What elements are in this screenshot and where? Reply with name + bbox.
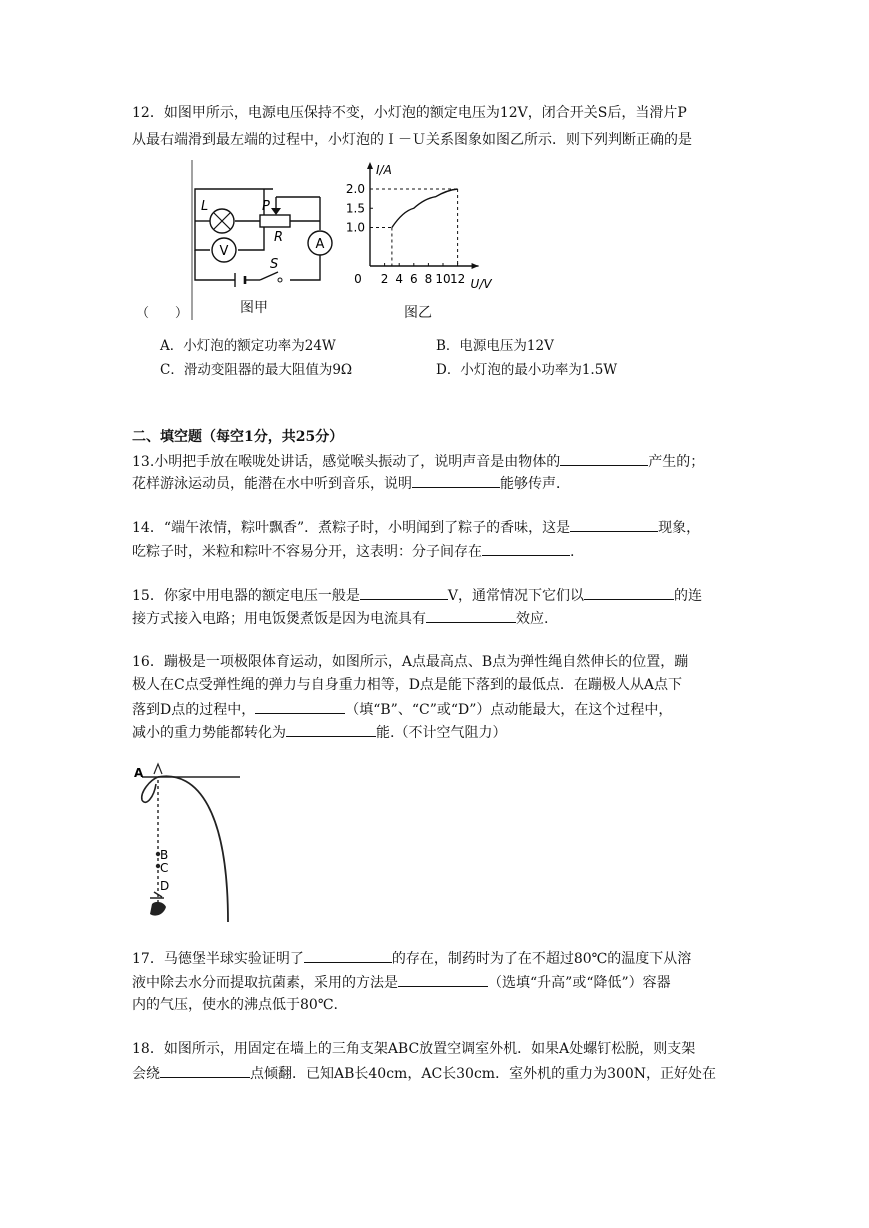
x-tick-label: 0: [354, 272, 362, 286]
q15-line-1: [132, 584, 702, 606]
option-c: C．滑动变阻器的最大阻值为9Ω: [160, 362, 353, 378]
q15-text-c: 的连: [673, 588, 702, 604]
q16-text-a: 落到D点的过程中，: [132, 702, 256, 718]
x-tick-label: 10: [435, 272, 451, 286]
q14-text-b: 现象，: [658, 520, 701, 536]
q15-blank-1[interactable]: [360, 584, 448, 600]
fig-a-caption: 图甲: [240, 300, 268, 316]
bungee-figure: [128, 752, 243, 924]
q13-text-c: 花样游泳运动员，能潜在水中听到音乐，说明: [132, 476, 412, 492]
q17-blank-1[interactable]: [304, 947, 392, 963]
point-a-label: A: [134, 766, 144, 780]
ammeter-label: A: [315, 237, 325, 252]
q17-line-3: 内的气压，使水的沸点低于80℃.: [132, 997, 338, 1013]
q18-blank-1[interactable]: [160, 1062, 250, 1078]
q13-text-b: 产生的；: [648, 454, 705, 470]
iu-curve: [392, 189, 458, 228]
y-axis-label: I/A: [376, 163, 392, 177]
option-b: B．电源电压为12V: [436, 338, 554, 354]
q13-text-d: 能够传声．: [500, 476, 570, 492]
q14-text-c: 吃粽子时，米粒和粽叶不容易分开，这表明：分子间存在: [132, 544, 482, 560]
q17-blank-2[interactable]: [398, 971, 488, 987]
q18-text-b: 点倾翻．已知AB长40cm，AC长30cm．室外机的重力为300N，正好处在: [250, 1066, 717, 1082]
option-d: D．小灯泡的最小功率为1.5W: [436, 362, 618, 378]
q13-text-a: 13.小明把手放在喉咙处讲话，感觉喉头振动了，说明声音是由物体的: [132, 454, 561, 470]
iu-graph: [340, 158, 530, 293]
section-title: 二、填空题（每空1分，共25分）: [132, 429, 344, 445]
point-c-label: C: [160, 861, 169, 875]
q14-text-a: 14．“端午浓情，粽叶飘香”．煮粽子时，小明闻到了粽子的香味，这是: [132, 520, 571, 536]
q14-blank-1[interactable]: [570, 516, 658, 532]
q15-text-d: 接方式接入电路；用电饭煲煮饭是因为电流具有: [132, 611, 426, 627]
q13-blank-2[interactable]: [412, 472, 500, 488]
q16-text-b: （填“B”、“C”或“D”）点动能最大，在这个过程中，: [345, 702, 673, 718]
q17-text-d: （选填“升高”或“降低”）容器: [488, 975, 671, 991]
x-tick-label: 2: [380, 272, 389, 286]
x-axis-label: U/V: [470, 277, 492, 291]
q17-text-c: 液中除去水分而提取抗菌素，采用的方法是: [132, 975, 398, 991]
answer-paren: （ ）: [136, 306, 189, 321]
point-b-label: B: [160, 848, 169, 862]
q14-line-1: [132, 516, 700, 538]
lamp-label: L: [201, 199, 209, 214]
y-tick-label: 1.0: [345, 220, 365, 235]
point-d-label: D: [160, 879, 170, 893]
q17-text-a: 17．马德堡半球实验证明了: [132, 951, 304, 967]
voltmeter-label: V: [219, 244, 229, 259]
x-axis-arrow: [472, 263, 479, 269]
rheostat-label: R: [274, 230, 284, 245]
option-a: A．小灯泡的额定功率为24W: [160, 338, 336, 354]
q13-line-2: [132, 472, 570, 494]
q14-text-d: .: [570, 544, 575, 560]
q16-text-c: 减小的重力势能都转化为: [132, 725, 286, 741]
x-tick-label: 12: [449, 272, 466, 286]
q17-line-1: [132, 947, 691, 969]
q15-blank-2[interactable]: [584, 584, 674, 600]
y-tick-label: 1.5: [345, 201, 365, 216]
x-tick-label: 4: [395, 272, 404, 286]
q16-line-4: [132, 721, 506, 743]
x-tick-label: 6: [409, 272, 418, 286]
q16-line-1: 16．蹦极是一项极限体育运动，如图所示，A点最高点、B点为弹性绳自然伸长的位置，蹦: [132, 654, 689, 670]
q15-blank-3[interactable]: [426, 607, 516, 623]
q16-line-3: [132, 698, 672, 720]
q16-blank-2[interactable]: [286, 721, 376, 737]
fig-b-caption: 图乙: [404, 305, 432, 321]
y-axis-arrow: [367, 162, 373, 169]
q13-blank-1[interactable]: [560, 450, 648, 466]
switch-label: S: [270, 257, 279, 272]
q16-line-2: 极人在C点受弹性绳的弹力与自身重力相等，D点是能下落到的最低点．在蹦极人从A点下: [132, 677, 683, 693]
q17-text-b: 的存在，制药时为了在不超过80℃的温度下从溶: [391, 951, 692, 967]
y-tick-label: 2.0: [345, 182, 365, 196]
q15-text-e: 效应.: [516, 611, 549, 627]
q15-line-2: [132, 607, 548, 629]
q16-blank-1[interactable]: [255, 698, 345, 714]
circuit-diagram: [140, 160, 340, 320]
slider-label: P: [262, 199, 270, 214]
q12-line-1: 12．如图甲所示，电源电压保持不变，小灯泡的额定电压为12V，闭合开关S后，当滑片P: [132, 105, 687, 121]
q13-line-1: [132, 450, 704, 472]
q16-text-d: 能.（不计空气阻力）: [376, 725, 507, 741]
q17-line-2: [132, 971, 671, 993]
q12-line-2: 从最右端滑到最左端的过程中，小灯泡的Ｉ－Ｕ关系图象如图乙所示．则下列判断正确的是: [132, 132, 692, 148]
q14-line-2: [132, 540, 574, 562]
q18-line-2: [132, 1062, 716, 1084]
q18-line-1: 18．如图所示，用固定在墙上的三角支架ABC放置空调室外机．如果A处螺钉松脱，则支架: [132, 1041, 696, 1057]
q14-blank-2[interactable]: [482, 540, 570, 556]
q15-text-a: 15．你家中用电器的额定电压一般是: [132, 588, 360, 604]
q18-text-a: 会绕: [132, 1066, 160, 1082]
x-tick-label: 8: [424, 272, 433, 286]
q15-text-b: V，通常情况下它们以: [447, 588, 584, 604]
